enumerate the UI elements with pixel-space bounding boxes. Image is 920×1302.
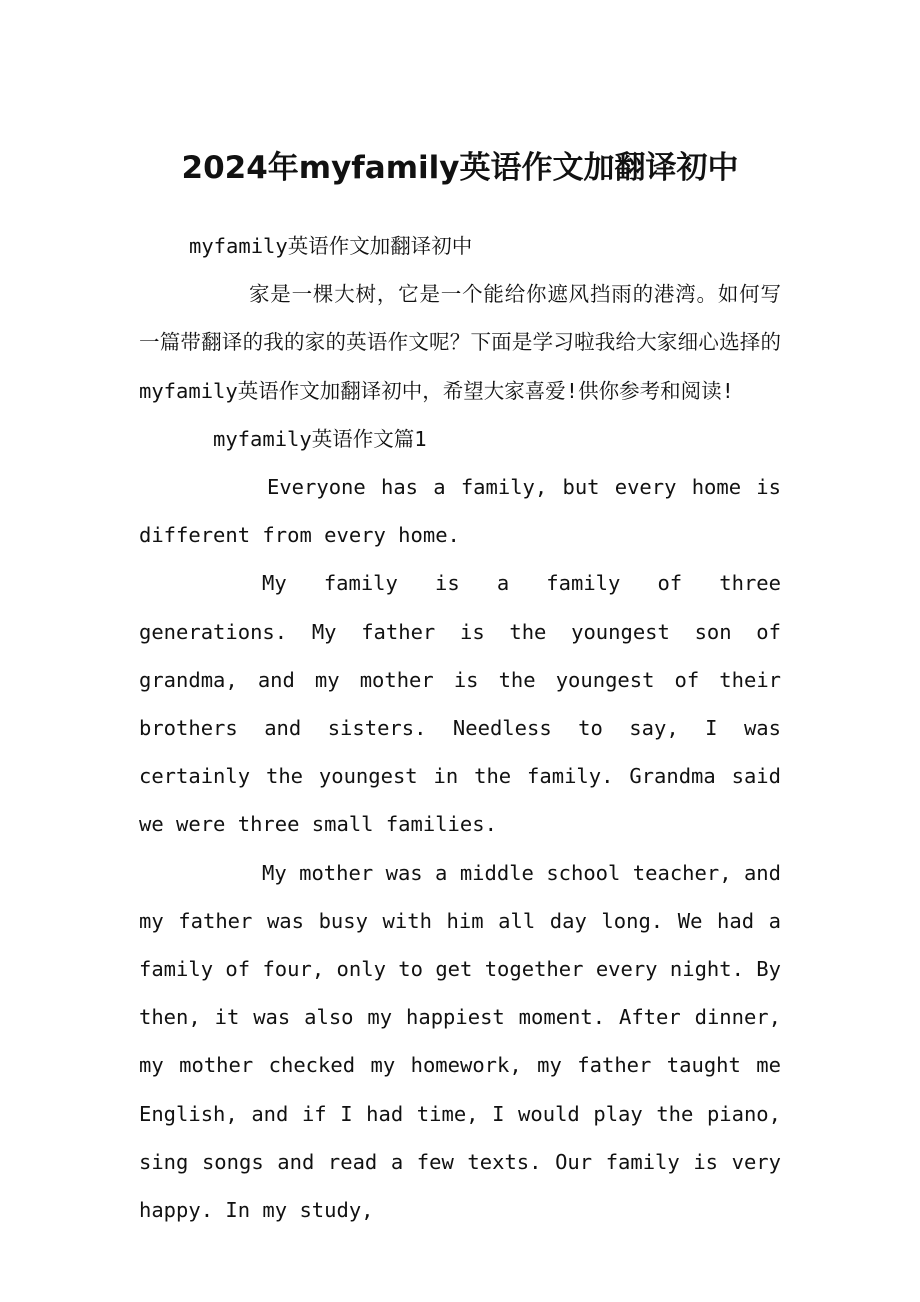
- document-body: [139, 222, 781, 1234]
- section-heading: myfamily英语作文篇1: [213, 426, 427, 451]
- document-title: 2024年myfamily英语作文加翻译初中: [181, 150, 739, 186]
- body-paragraph: Everyone has a family, but every home is different from every home.: [139, 475, 781, 548]
- body-paragraph: My mother was a middle school teacher, and my father was busy with him all day long. We had a family of four, only to get together every night. By then, it was also my happiest moment. After dinner, my mother checked my homework, my father taught me English, and if I had time, I would play the piano, sing songs and read a few texts. Our family is very happy. In my study,: [139, 860, 781, 1223]
- intro-paragraph: 家是一棵大树，它是一个能给你遮风挡雨的港湾。如何写一篇带翻译的我的家的英语作文呢？下面是学习啦我给大家细心选择的myfamily英语作文加翻译初中，希望大家喜爱!供你参考和阅读!: [139, 282, 781, 403]
- document-subtitle: myfamily英语作文加翻译初中: [189, 234, 473, 258]
- body-paragraph: My family is a family of three generations. My father is the youngest son of grandma, and my mother is the youngest of their brothers and sisters. Needless to say, I was certainly the youngest in the family. Grandma said we were three small families.: [139, 571, 781, 837]
